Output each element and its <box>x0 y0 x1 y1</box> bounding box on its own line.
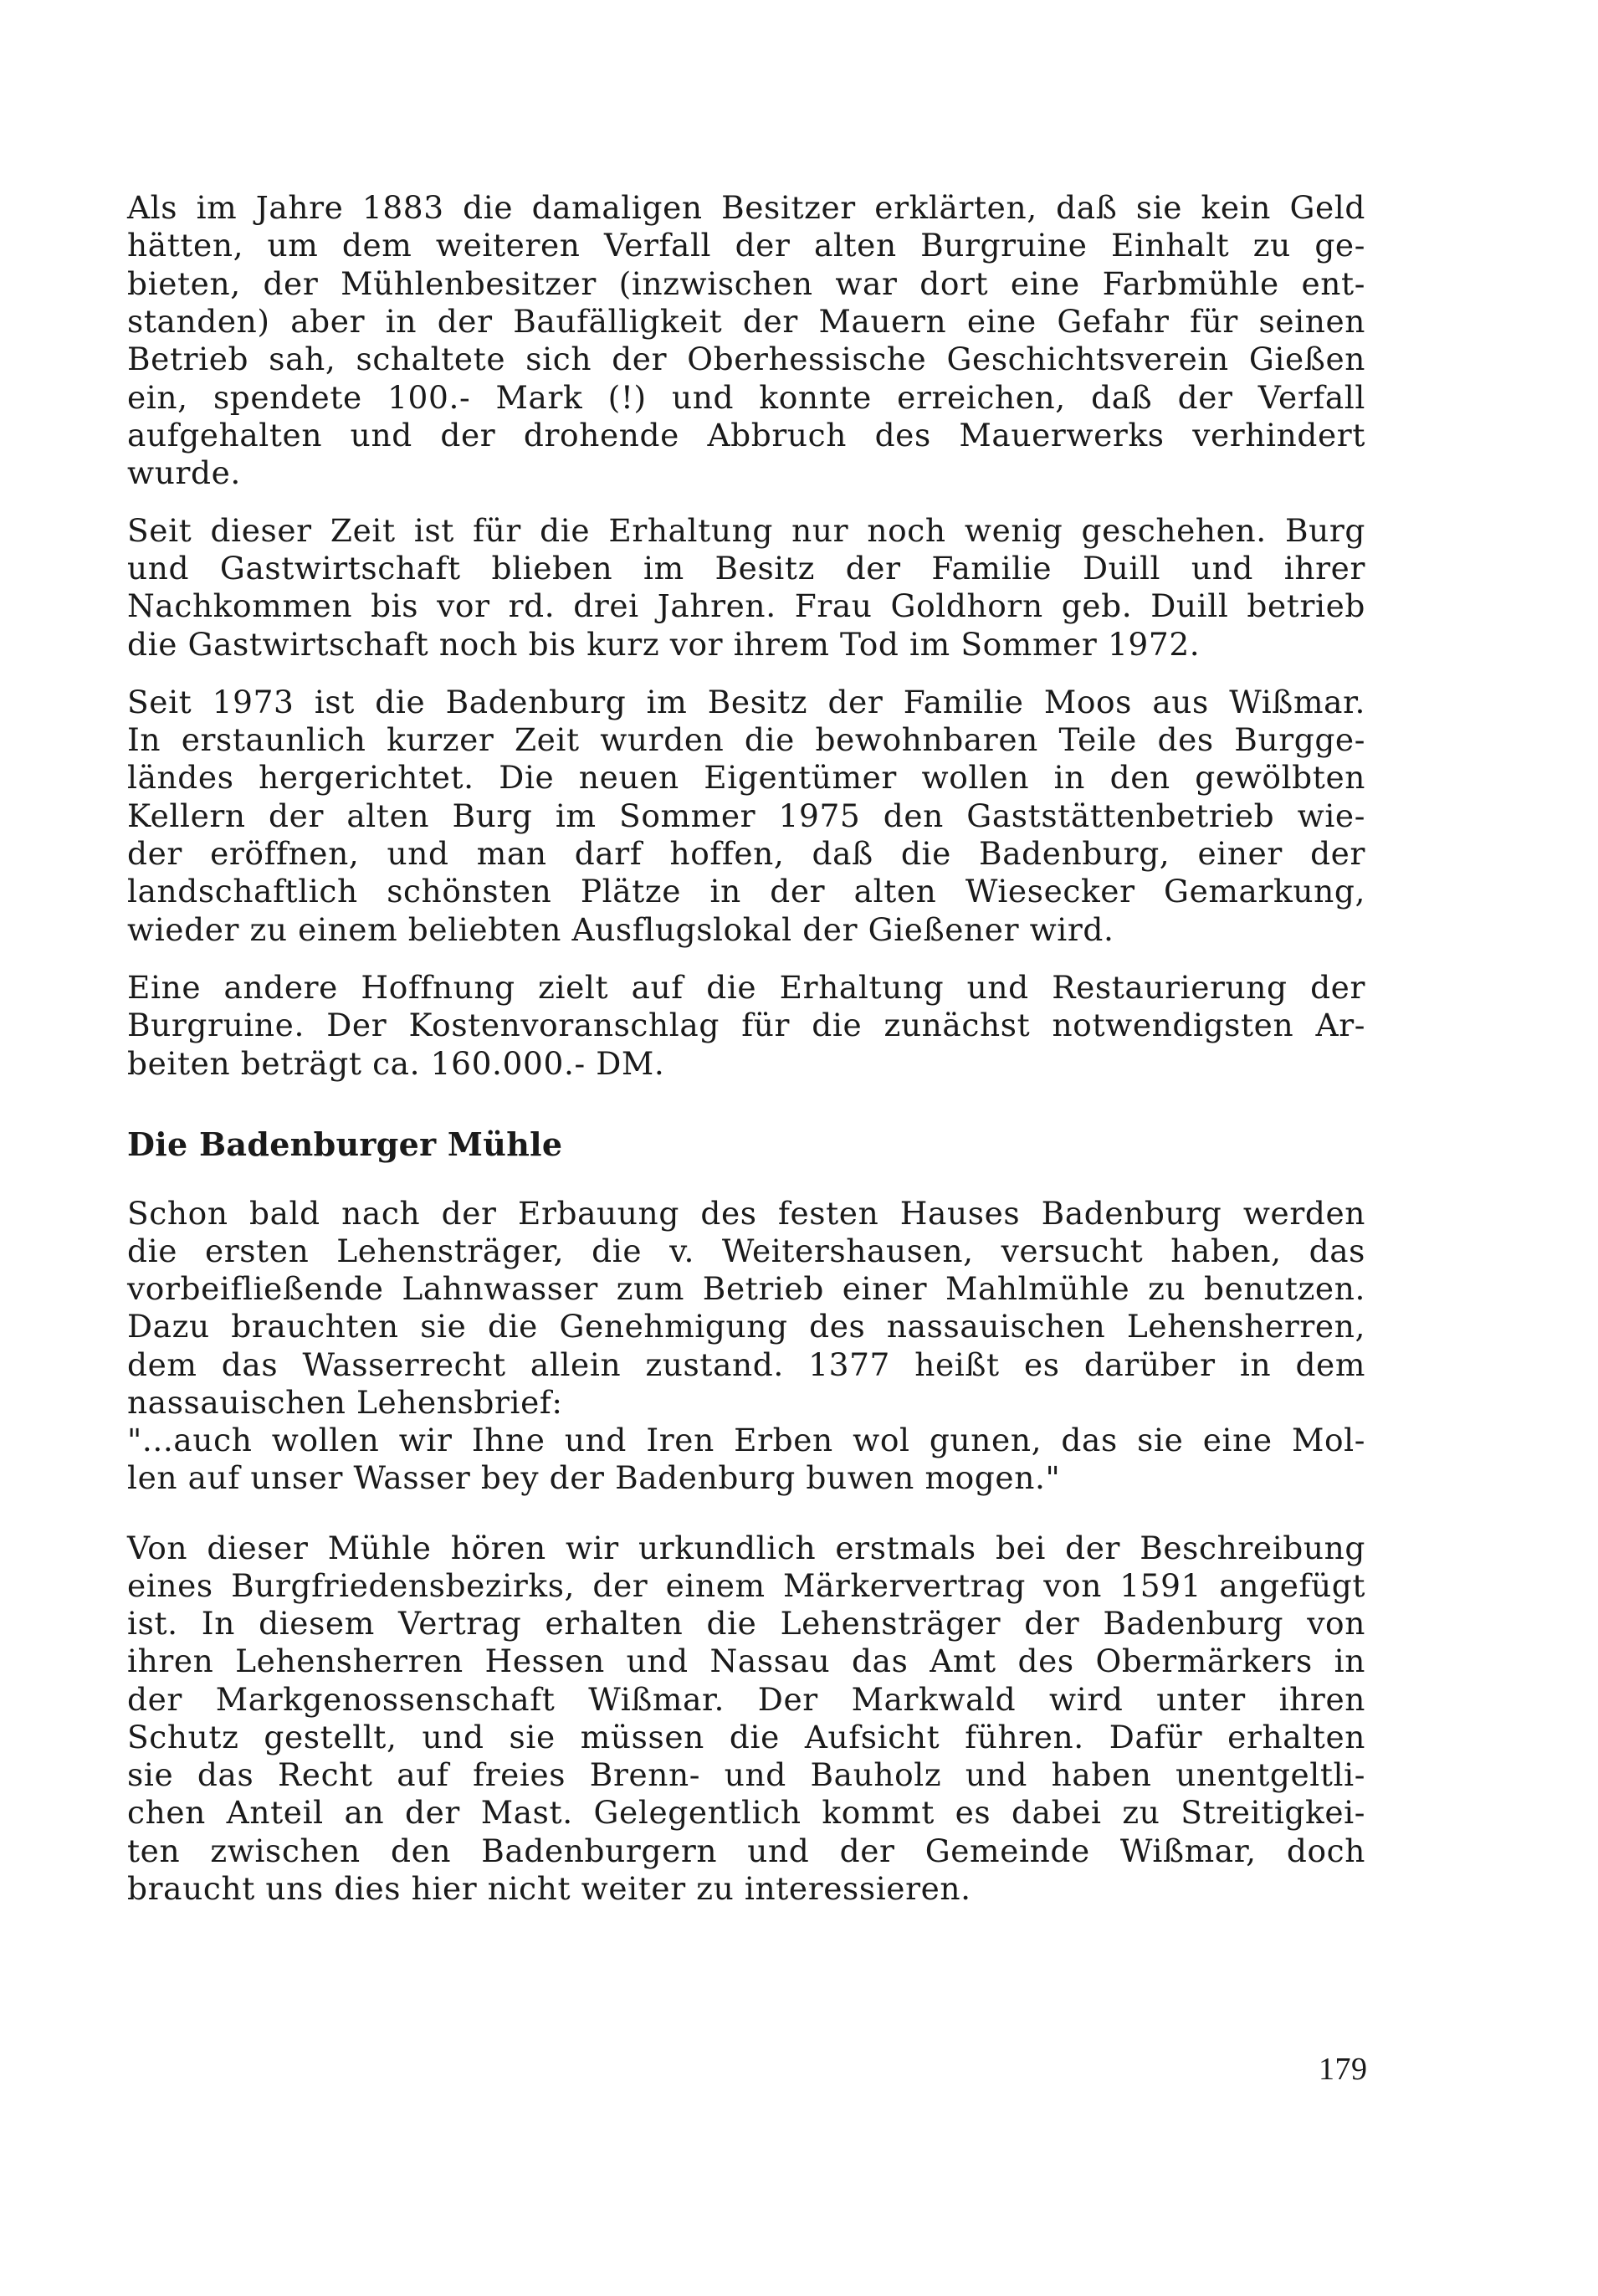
text-line: hätten, um dem weiteren Verfall der alten Burgruine Einhalt zu ge- <box>127 227 1365 264</box>
text-line: ten zwischen den Badenburgern und der Gemeinde Wißmar, doch <box>127 1832 1365 1869</box>
text-line: die Gastwirtschaft noch bis kurz vor ihrem Tod im Sommer 1972. <box>127 626 1201 663</box>
text-line: wieder zu einem beliebten Ausflugslokal der Gießener wird. <box>127 911 1114 948</box>
text-line: Burgruine. Der Kostenvoranschlag für die zunächst notwendigsten Ar- <box>127 1007 1365 1043</box>
text-line: Seit dieser Zeit ist für die Erhaltung nur noch wenig geschehen. Burg <box>127 512 1365 549</box>
text-line: sie das Recht auf freies Brenn- und Bauholz und haben unentgeltli- <box>127 1756 1365 1793</box>
section-heading: Die Badenburger Mühle <box>127 1125 563 1163</box>
text-line: nassauischen Lehensbrief: <box>127 1384 563 1421</box>
text-line: aufgehalten und der drohende Abbruch des Mauerwerks verhindert <box>127 417 1365 454</box>
text-line: vorbeifließende Lahnwasser zum Betrieb einer Mahlmühle zu benutzen. <box>127 1270 1365 1307</box>
text-line: Nachkommen bis vor rd. drei Jahren. Frau Goldhorn geb. Duill betrieb <box>127 587 1365 624</box>
page-number: 179 <box>1319 2052 1368 2087</box>
text-line: bieten, der Mühlenbesitzer (inzwischen war dort eine Farbmühle ent- <box>127 265 1365 302</box>
text-line: Schon bald nach der Erbauung des festen Hauses Badenburg werden <box>127 1195 1365 1232</box>
text-line: ländes hergerichtet. Die neuen Eigentümer wollen in den gewölbten <box>127 759 1365 796</box>
text-line: Kellern der alten Burg im Sommer 1975 den Gaststättenbetrieb wie- <box>127 797 1365 834</box>
text-line: Seit 1973 ist die Badenburg im Besitz der Familie Moos aus Wißmar. <box>127 684 1365 720</box>
text-line: der eröffnen, und man darf hoffen, daß die Badenburg, einer der <box>127 835 1365 872</box>
text-line: ihren Lehensherren Hessen und Nassau das Amt des Obermärkers in <box>127 1643 1365 1679</box>
quote-line: "...auch wollen wir Ihne und Iren Erben wol gunen, das sie eine Mol- <box>127 1422 1365 1458</box>
text-line: braucht uns dies hier nicht weiter zu interessieren. <box>127 1870 971 1907</box>
text-line: beiten beträgt ca. 160.000.- DM. <box>127 1045 665 1082</box>
text-line: und Gastwirtschaft blieben im Besitz der Familie Duill und ihrer <box>127 550 1365 587</box>
text-line: der Markgenossenschaft Wißmar. Der Markwald wird unter ihren <box>127 1681 1365 1718</box>
text-line: wurde. <box>127 454 241 491</box>
text-line: In erstaunlich kurzer Zeit wurden die bewohnbaren Teile des Burgge- <box>127 721 1365 758</box>
text-line: eines Burgfriedensbezirks, der einem Märkervertrag von 1591 angefügt <box>127 1567 1365 1604</box>
text-line: ist. In diesem Vertrag erhalten die Lehensträger der Badenburg von <box>127 1605 1365 1642</box>
text-line: Als im Jahre 1883 die damaligen Besitzer erklärten, daß sie kein Geld <box>127 189 1365 226</box>
text-line: Von dieser Mühle hören wir urkundlich erstmals bei der Beschreibung <box>127 1530 1365 1566</box>
text-line: Dazu brauchten sie die Genehmigung des nassauischen Lehensherren, <box>127 1308 1365 1345</box>
text-line: Eine andere Hoffnung zielt auf die Erhaltung und Restaurierung der <box>127 969 1365 1006</box>
text-line: Schutz gestellt, und sie müssen die Aufsicht führen. Dafür erhalten <box>127 1719 1365 1755</box>
text-line: landschaftlich schönsten Plätze in der alten Wiesecker Gemarkung, <box>127 873 1365 910</box>
text-line: ein, spendete 100.- Mark (!) und konnte erreichen, daß der Verfall <box>127 379 1365 416</box>
text-line: dem das Wasserrecht allein zustand. 1377 heißt es darüber in dem <box>127 1346 1365 1383</box>
text-line: Betrieb sah, schaltete sich der Oberhessische Geschichtsverein Gießen <box>127 341 1365 377</box>
quote-line: len auf unser Wasser bey der Badenburg buwen mogen." <box>127 1459 1061 1496</box>
text-line: die ersten Lehensträger, die v. Weitershausen, versucht haben, das <box>127 1233 1365 1269</box>
text-line: standen) aber in der Baufälligkeit der Mauern eine Gefahr für seinen <box>127 303 1365 340</box>
text-line: chen Anteil an der Mast. Gelegentlich kommt es dabei zu Streitigkei- <box>127 1794 1365 1831</box>
